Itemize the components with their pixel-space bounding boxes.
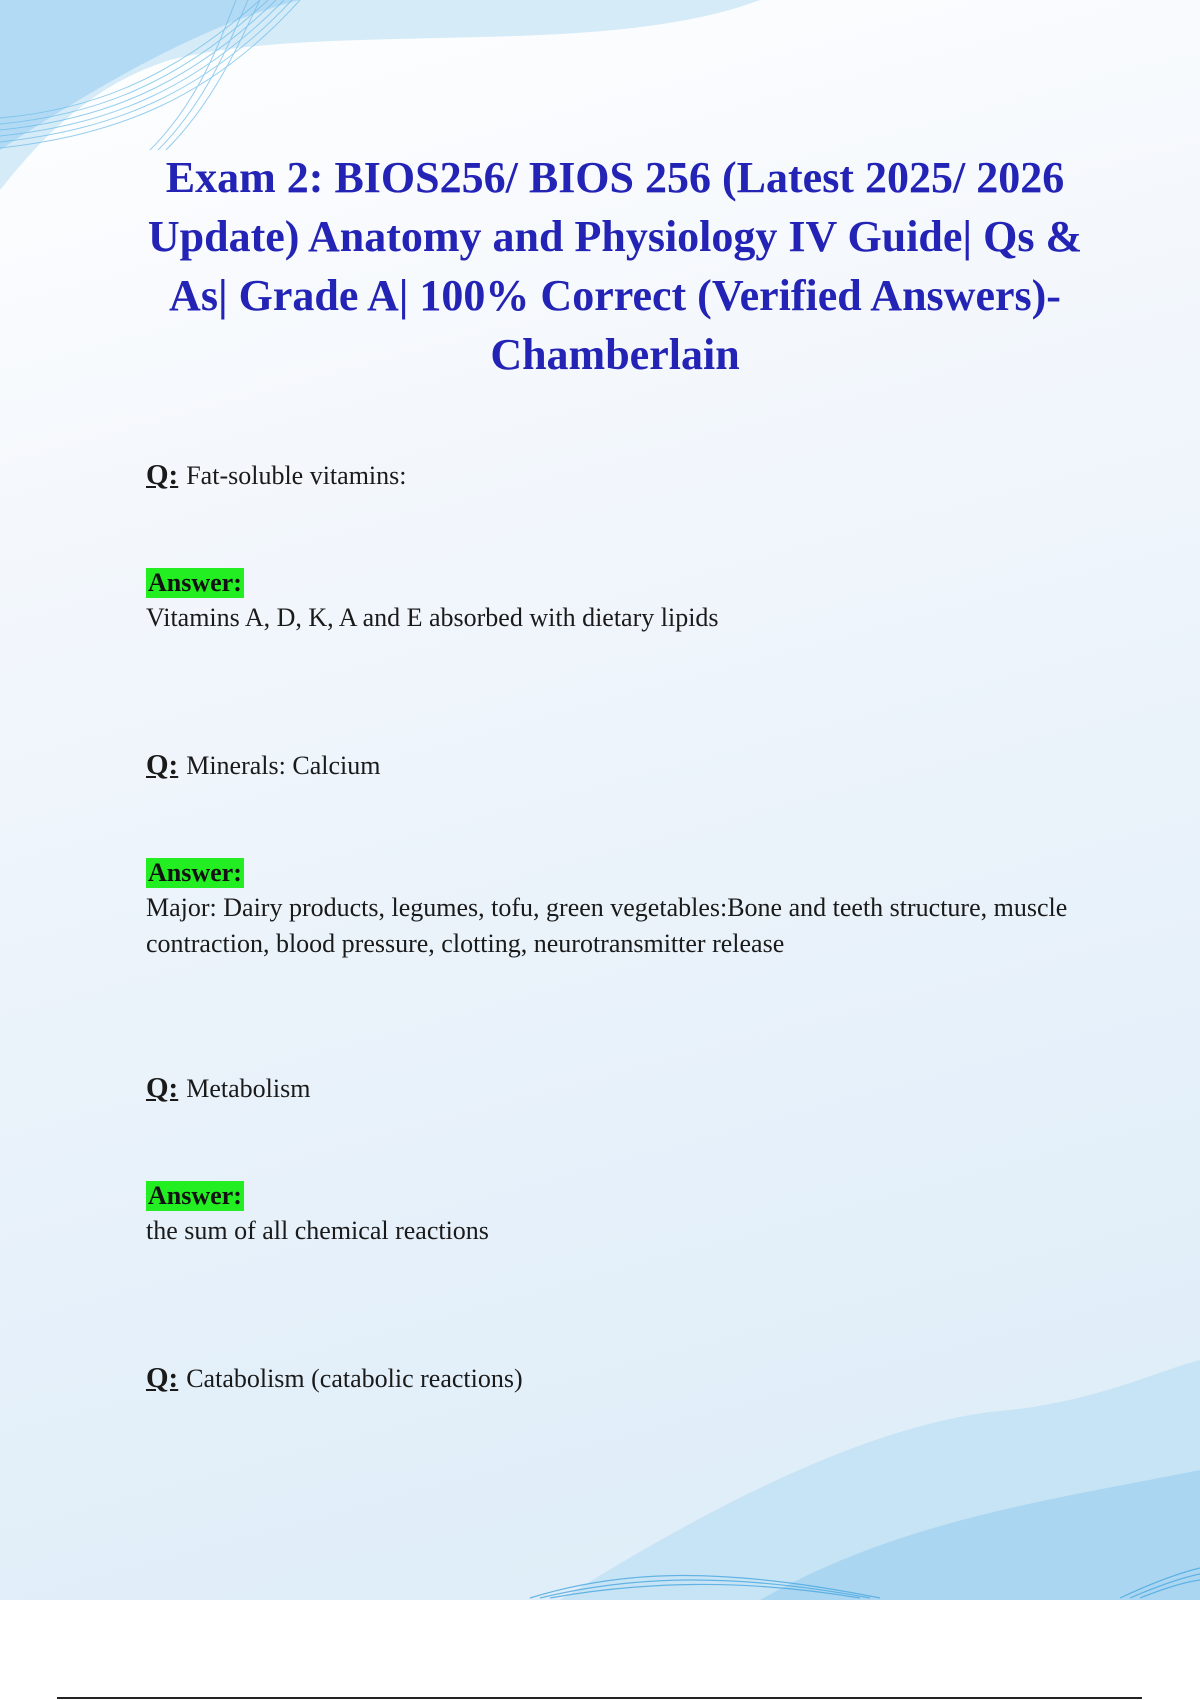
document-title: Exam 2: BIOS256/ BIOS 256 (Latest 2025/ 2026 Update) Anatomy and Physiology IV Guide| Qs & As| Grade A| 100% Correct (Verified Answers)- Chamberlain [147, 153, 1083, 379]
question-text: Catabolism (catabolic reactions) [186, 1364, 523, 1393]
question-label: Q: [146, 1072, 179, 1104]
answer-label: Answer: [148, 1181, 242, 1210]
answer-text: Vitamins A, D, K, A and E absorbed with dietary lipids [146, 603, 719, 632]
question-text: Fat-soluble vitamins: [186, 461, 407, 490]
answer-block-3 [146, 1181, 1106, 1249]
question-label: Q: [146, 459, 179, 491]
answer-block-2 [146, 858, 1106, 962]
footer-divider [57, 1697, 1142, 1699]
question-text: Minerals: Calcium [186, 751, 381, 780]
answer-label: Answer: [148, 858, 242, 887]
question-line [146, 1361, 1106, 1396]
question-label: Q: [146, 749, 179, 781]
qa-item-4 [146, 1361, 1106, 1396]
answer-block-1 [146, 568, 1106, 636]
qa-item-1 [146, 458, 1106, 493]
question-line [146, 1071, 1106, 1106]
qa-item-3 [146, 1071, 1106, 1106]
answer-text: Major: Dairy products, legumes, tofu, green vegetables:Bone and teeth structure, muscle contraction, blood pressure, clotting, neurotransmitter release [146, 893, 1068, 958]
qa-item-2 [146, 748, 1106, 783]
answer-text: the sum of all chemical reactions [146, 1216, 489, 1245]
answer-label: Answer: [148, 568, 242, 597]
question-text: Metabolism [186, 1074, 311, 1103]
question-line [146, 748, 1106, 783]
question-label: Q: [146, 1362, 179, 1394]
question-line [146, 458, 1106, 493]
